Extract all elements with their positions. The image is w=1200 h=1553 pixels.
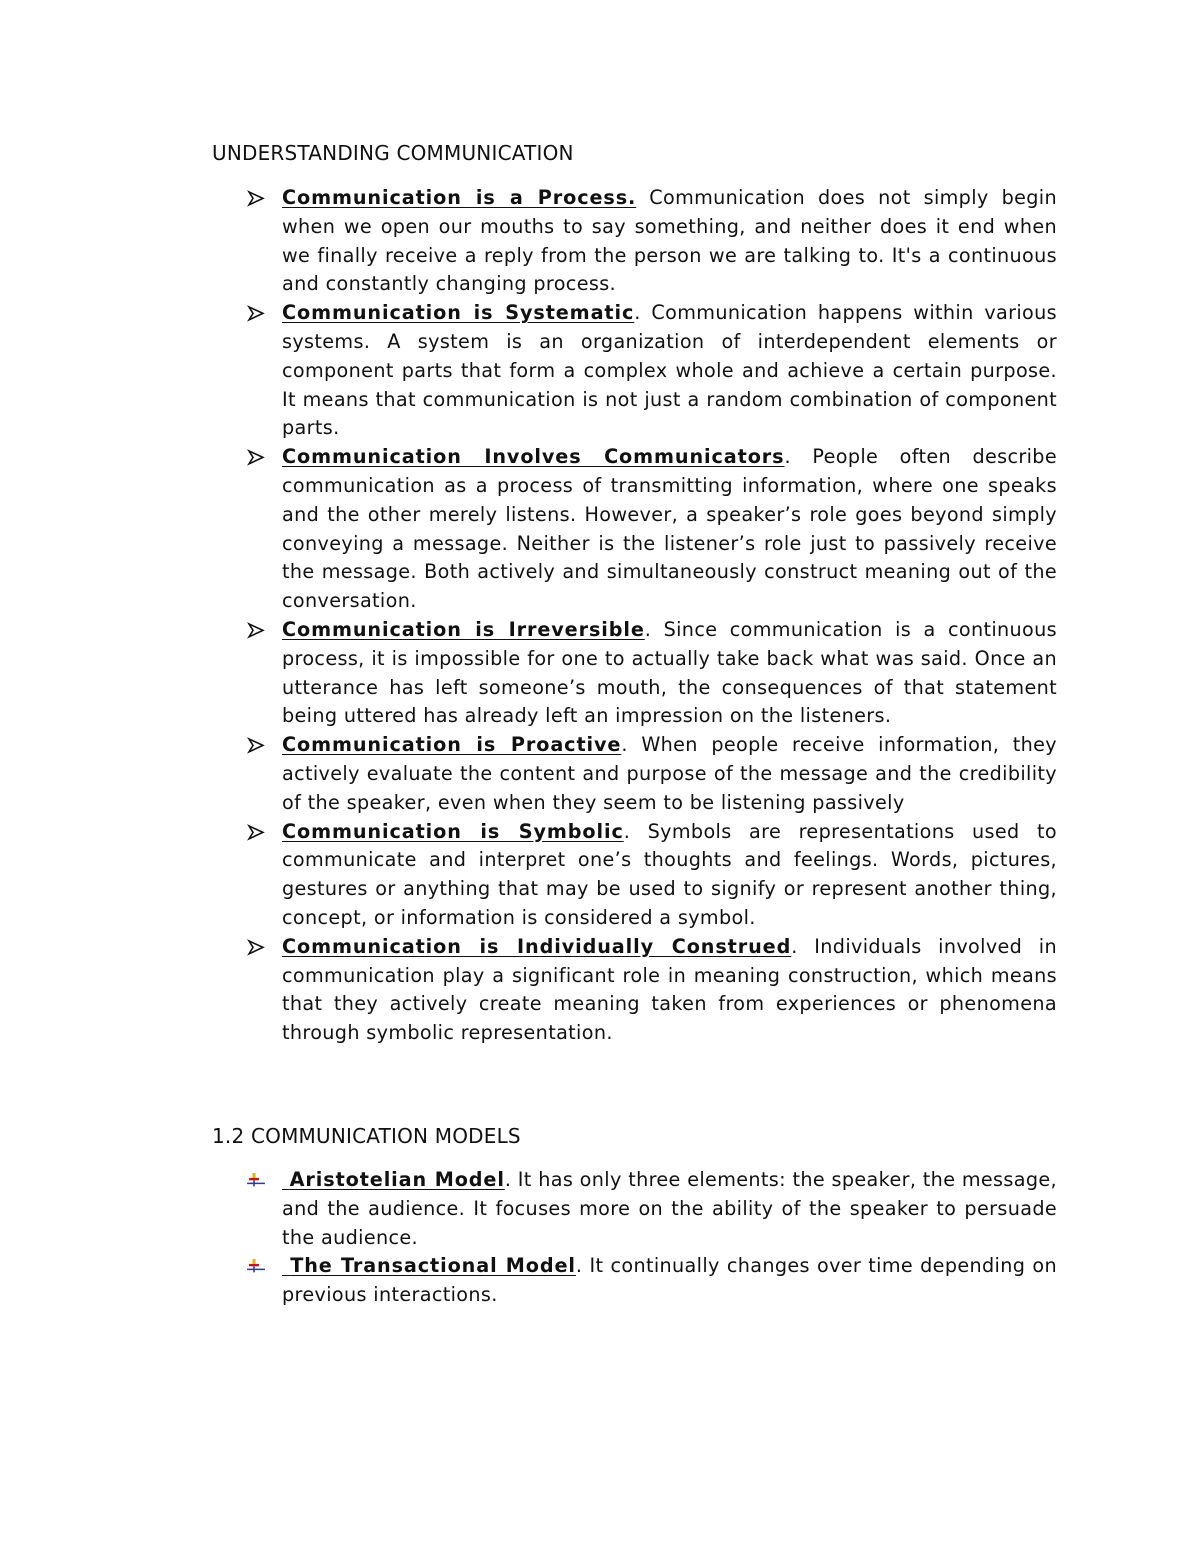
arrowhead-bullet-icon <box>246 184 266 213</box>
item-body: Communication does not simply begin when we open our mouths to say something, and neither does it end when we finally receive a reply from the person we are talking to. It's a continuous and constantly changing process. <box>282 186 1057 296</box>
item-punct: . <box>791 934 798 958</box>
item-body: Since communication is a continuous process, it is impossible for one to actually take back what was said. Once an utterance has left someone’s mouth, the consequences of that statement being uttered has already left an impression on the listeners. <box>282 617 1057 728</box>
arrowhead-bullet-icon <box>246 933 266 962</box>
arrowhead-bullet-icon <box>246 818 266 847</box>
item-title: Communication is Proactive <box>282 733 622 757</box>
list-item <box>246 731 1057 817</box>
list-item <box>246 1166 1057 1252</box>
arrowhead-bullet-icon <box>246 731 266 760</box>
arrowhead-bullet-icon <box>246 299 266 328</box>
item-punct: . <box>621 733 628 757</box>
arrowhead-bullet-icon <box>246 616 266 645</box>
page-title: UNDERSTANDING COMMUNICATION <box>212 141 574 165</box>
item-body: It has only three elements: the speaker, the message, and the audience. It focuses more on the ability of the speaker to persuade the audience. <box>282 1168 1057 1249</box>
models-list <box>246 1166 1057 1310</box>
item-body: Individuals involved in communication play a significant role in meaning construction, which means that they actively create meaning taken from experiences or phenomena through symbolic representation. <box>282 934 1057 1045</box>
item-title: Communication is Systematic <box>282 301 635 325</box>
item-punct: . <box>575 1254 583 1278</box>
item-punct: . <box>784 445 791 469</box>
item-punct: . <box>644 617 652 641</box>
characteristics-list <box>246 184 1057 1048</box>
item-punct: . <box>634 301 641 325</box>
list-item <box>246 299 1057 443</box>
item-body: People often describe communication as a process of transmitting information, where one speaks and the other merely listens. However, a speaker’s role goes beyond simply conveying a message. Neither is the listener’s role just to passively receive the message. Both actively and simultaneously construct meaning out of the conversation. <box>282 445 1057 613</box>
item-punct: . <box>504 1168 512 1191</box>
item-title: Communication is Irreversible <box>282 617 645 641</box>
item-title: Communication Involves Communicators <box>282 445 785 469</box>
pushpin-bullet-icon <box>246 1166 266 1195</box>
item-punct: . <box>623 819 631 843</box>
pushpin-bullet-icon <box>246 1252 266 1281</box>
section-heading: 1.2 COMMUNICATION MODELS <box>212 1124 521 1148</box>
item-title: Communication is a Process. <box>282 186 637 209</box>
list-item <box>246 616 1057 731</box>
list-item <box>246 443 1057 616</box>
item-body: It continually changes over time depending on previous interactions. <box>282 1254 1057 1307</box>
item-title: Aristotelian Model <box>289 1168 505 1191</box>
item-title: Communication is Symbolic <box>282 819 624 843</box>
item-title: Communication is Individually Construed <box>282 934 792 958</box>
item-body: When people receive information, they actively evaluate the content and purpose of the message and the credibility of the speaker, even when they seem to be listening passively <box>282 733 1057 814</box>
item-title: The Transactional Model <box>290 1254 576 1278</box>
item-body: Symbols are representations used to communicate and interpret one’s thoughts and feelings. Words, pictures, gestures or anything that may be used to signify or represent another thing, concept, or information is considered a symbol. <box>282 819 1058 929</box>
item-body: Communication happens within various systems. A system is an organization of interdependent elements or component parts that form a complex whole and achieve a certain purpose. It means that communication is not just a random combination of component parts. <box>282 301 1058 440</box>
list-item <box>246 184 1057 299</box>
list-item <box>246 933 1057 1048</box>
arrowhead-bullet-icon <box>246 443 266 472</box>
list-item <box>246 818 1057 933</box>
list-item <box>246 1252 1057 1310</box>
